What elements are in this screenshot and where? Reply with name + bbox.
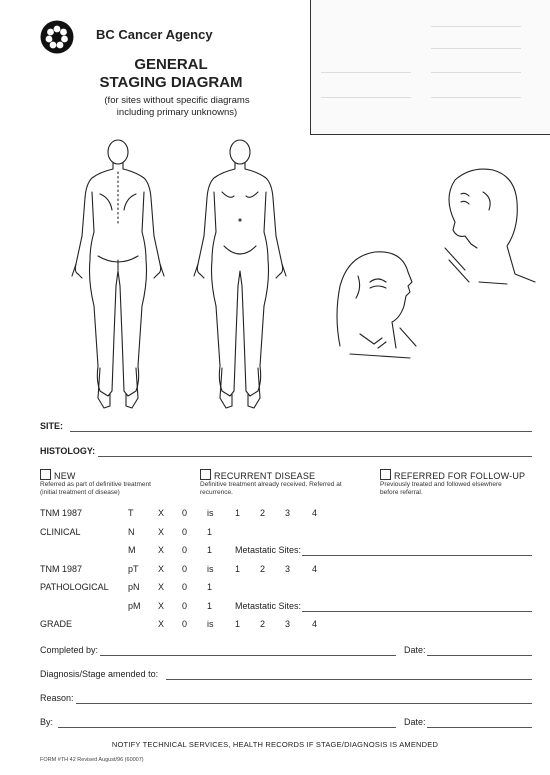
tnm-option[interactable]: 4	[312, 508, 318, 518]
id-faint-line	[321, 72, 411, 73]
tnm-option[interactable]: 0	[182, 600, 188, 611]
tnm-option[interactable]: X	[158, 508, 165, 518]
tnm-option[interactable]: 2	[260, 563, 266, 574]
metastatic-sites-label: Metastatic Sites:	[235, 545, 302, 555]
tnm-option[interactable]: 3	[285, 619, 291, 629]
recurrent-label: RECURRENT DISEASE	[214, 471, 316, 481]
page-subtitle	[82, 95, 272, 119]
tnm-option[interactable]: 0	[182, 563, 188, 574]
by-label: By:	[40, 717, 54, 727]
tnm-option[interactable]: is	[207, 508, 214, 518]
metastatic-sites-label: Metastatic Sites:	[235, 600, 302, 611]
tnm-option[interactable]: 2	[260, 619, 266, 629]
followup-desc-2: before referral.	[380, 489, 423, 496]
title-line-1: GENERAL	[134, 56, 208, 73]
metastatic-sites-line[interactable]	[302, 555, 532, 556]
tnm-option[interactable]: 4	[312, 619, 318, 629]
tnm-option[interactable]: 0	[182, 545, 188, 555]
option-recurrent[interactable]	[200, 469, 370, 497]
tnm-row-label: GRADE	[40, 619, 73, 629]
tnm-option[interactable]: 1	[235, 619, 241, 629]
reason-label: Reason:	[40, 693, 74, 703]
amended-label: Diagnosis/Stage amended to:	[40, 669, 159, 679]
tnm-row-label: CLINICAL	[40, 526, 81, 537]
tnm-option[interactable]: is	[207, 619, 214, 629]
title-line-2: STAGING DIAGRAM	[99, 74, 243, 91]
recurrent-desc-2: recurrence.	[200, 489, 233, 496]
new-checkbox[interactable]	[40, 469, 51, 480]
subtitle-line-1: (for sites without specific diagrams	[104, 95, 250, 106]
body-front-view	[194, 140, 286, 408]
form-id: FORM #TH 42 Revised August/96 (60007)	[40, 757, 144, 763]
tnm-option[interactable]: 3	[285, 508, 291, 518]
id-faint-line	[431, 97, 521, 98]
option-followup[interactable]	[380, 469, 540, 497]
tnm-option[interactable]: 0	[182, 582, 188, 592]
tnm-option[interactable]: 4	[312, 563, 318, 574]
tnm-grid	[40, 508, 540, 638]
tnm-code: pT	[128, 563, 139, 574]
metastatic-sites-line[interactable]	[302, 611, 532, 612]
tnm-option[interactable]: 0	[182, 619, 188, 629]
date-label-2: Date:	[404, 717, 426, 727]
agency-name: BC Cancer Agency	[96, 27, 213, 42]
tnm-row-label: PATHOLOGICAL	[40, 582, 109, 592]
page-title	[96, 56, 246, 92]
id-faint-line	[431, 72, 521, 73]
followup-desc-1: Previously treated and followed elsewhere	[380, 481, 502, 488]
tnm-option[interactable]: X	[158, 619, 165, 629]
tnm-code: N	[128, 526, 135, 537]
tnm-option[interactable]: 1	[207, 582, 213, 592]
tnm-option[interactable]: 1	[235, 563, 241, 574]
tnm-option[interactable]: X	[158, 526, 165, 537]
tnm-code: T	[128, 508, 134, 518]
tnm-option[interactable]: 1	[207, 600, 213, 611]
option-new[interactable]	[40, 469, 205, 497]
tnm-option[interactable]: X	[158, 545, 165, 555]
tnm-option[interactable]: 0	[182, 526, 188, 537]
tnm-option[interactable]: 1	[207, 526, 213, 537]
head-neck-profile-lower	[337, 252, 416, 358]
completed-by-label: Completed by:	[40, 645, 99, 655]
tnm-option[interactable]: 0	[182, 508, 188, 518]
tnm-option[interactable]: 1	[235, 508, 241, 518]
new-desc-2: (initial treatment of disease)	[40, 489, 120, 496]
tnm-code: M	[128, 545, 136, 555]
tnm-option[interactable]: 1	[207, 545, 213, 555]
completed-by-line[interactable]	[100, 655, 396, 656]
tnm-code: pN	[128, 582, 140, 592]
followup-label: REFERRED FOR FOLLOW-UP	[394, 471, 526, 481]
followup-checkbox[interactable]	[380, 469, 391, 480]
histology-label: HISTOLOGY:	[40, 446, 96, 456]
new-label: NEW	[54, 471, 76, 481]
id-faint-line	[431, 26, 521, 27]
date-line-2[interactable]	[427, 727, 532, 728]
site-input-line[interactable]	[70, 431, 532, 432]
tnm-code: pM	[128, 600, 141, 611]
tnm-option[interactable]: 3	[285, 563, 291, 574]
id-faint-line	[431, 48, 521, 49]
tnm-row-label: TNM 1987	[40, 563, 83, 574]
amended-line[interactable]	[166, 679, 532, 680]
bc-cancer-agency-logo	[40, 20, 74, 54]
recurrent-desc-1: Definitive treatment already received. Referred at	[200, 481, 342, 488]
date-line-1[interactable]	[427, 655, 532, 656]
tnm-option[interactable]: X	[158, 600, 165, 611]
id-faint-line	[321, 97, 411, 98]
body-back-view	[72, 140, 164, 408]
head-neck-profile-upper	[445, 169, 535, 284]
new-desc-1: Referred as part of definitive treatment	[40, 481, 151, 488]
patient-id-box[interactable]	[310, 0, 550, 135]
histology-input-line[interactable]	[98, 456, 532, 457]
by-line[interactable]	[58, 727, 396, 728]
site-label: SITE:	[40, 421, 64, 431]
tnm-option[interactable]: is	[207, 563, 214, 574]
recurrent-checkbox[interactable]	[200, 469, 211, 480]
tnm-row-label: TNM 1987	[40, 508, 83, 518]
tnm-option[interactable]: X	[158, 582, 165, 592]
date-label-1: Date:	[404, 645, 426, 655]
tnm-option[interactable]: 2	[260, 508, 266, 518]
body-staging-figures[interactable]	[30, 136, 540, 420]
subtitle-line-2: including primary unknowns)	[116, 107, 238, 118]
tnm-option[interactable]: X	[158, 563, 165, 574]
amendment-notice: NOTIFY TECHNICAL SERVICES, HEALTH RECORDS IF STAGE/DIAGNOSIS IS AMENDED	[111, 740, 439, 749]
reason-line[interactable]	[76, 703, 532, 704]
